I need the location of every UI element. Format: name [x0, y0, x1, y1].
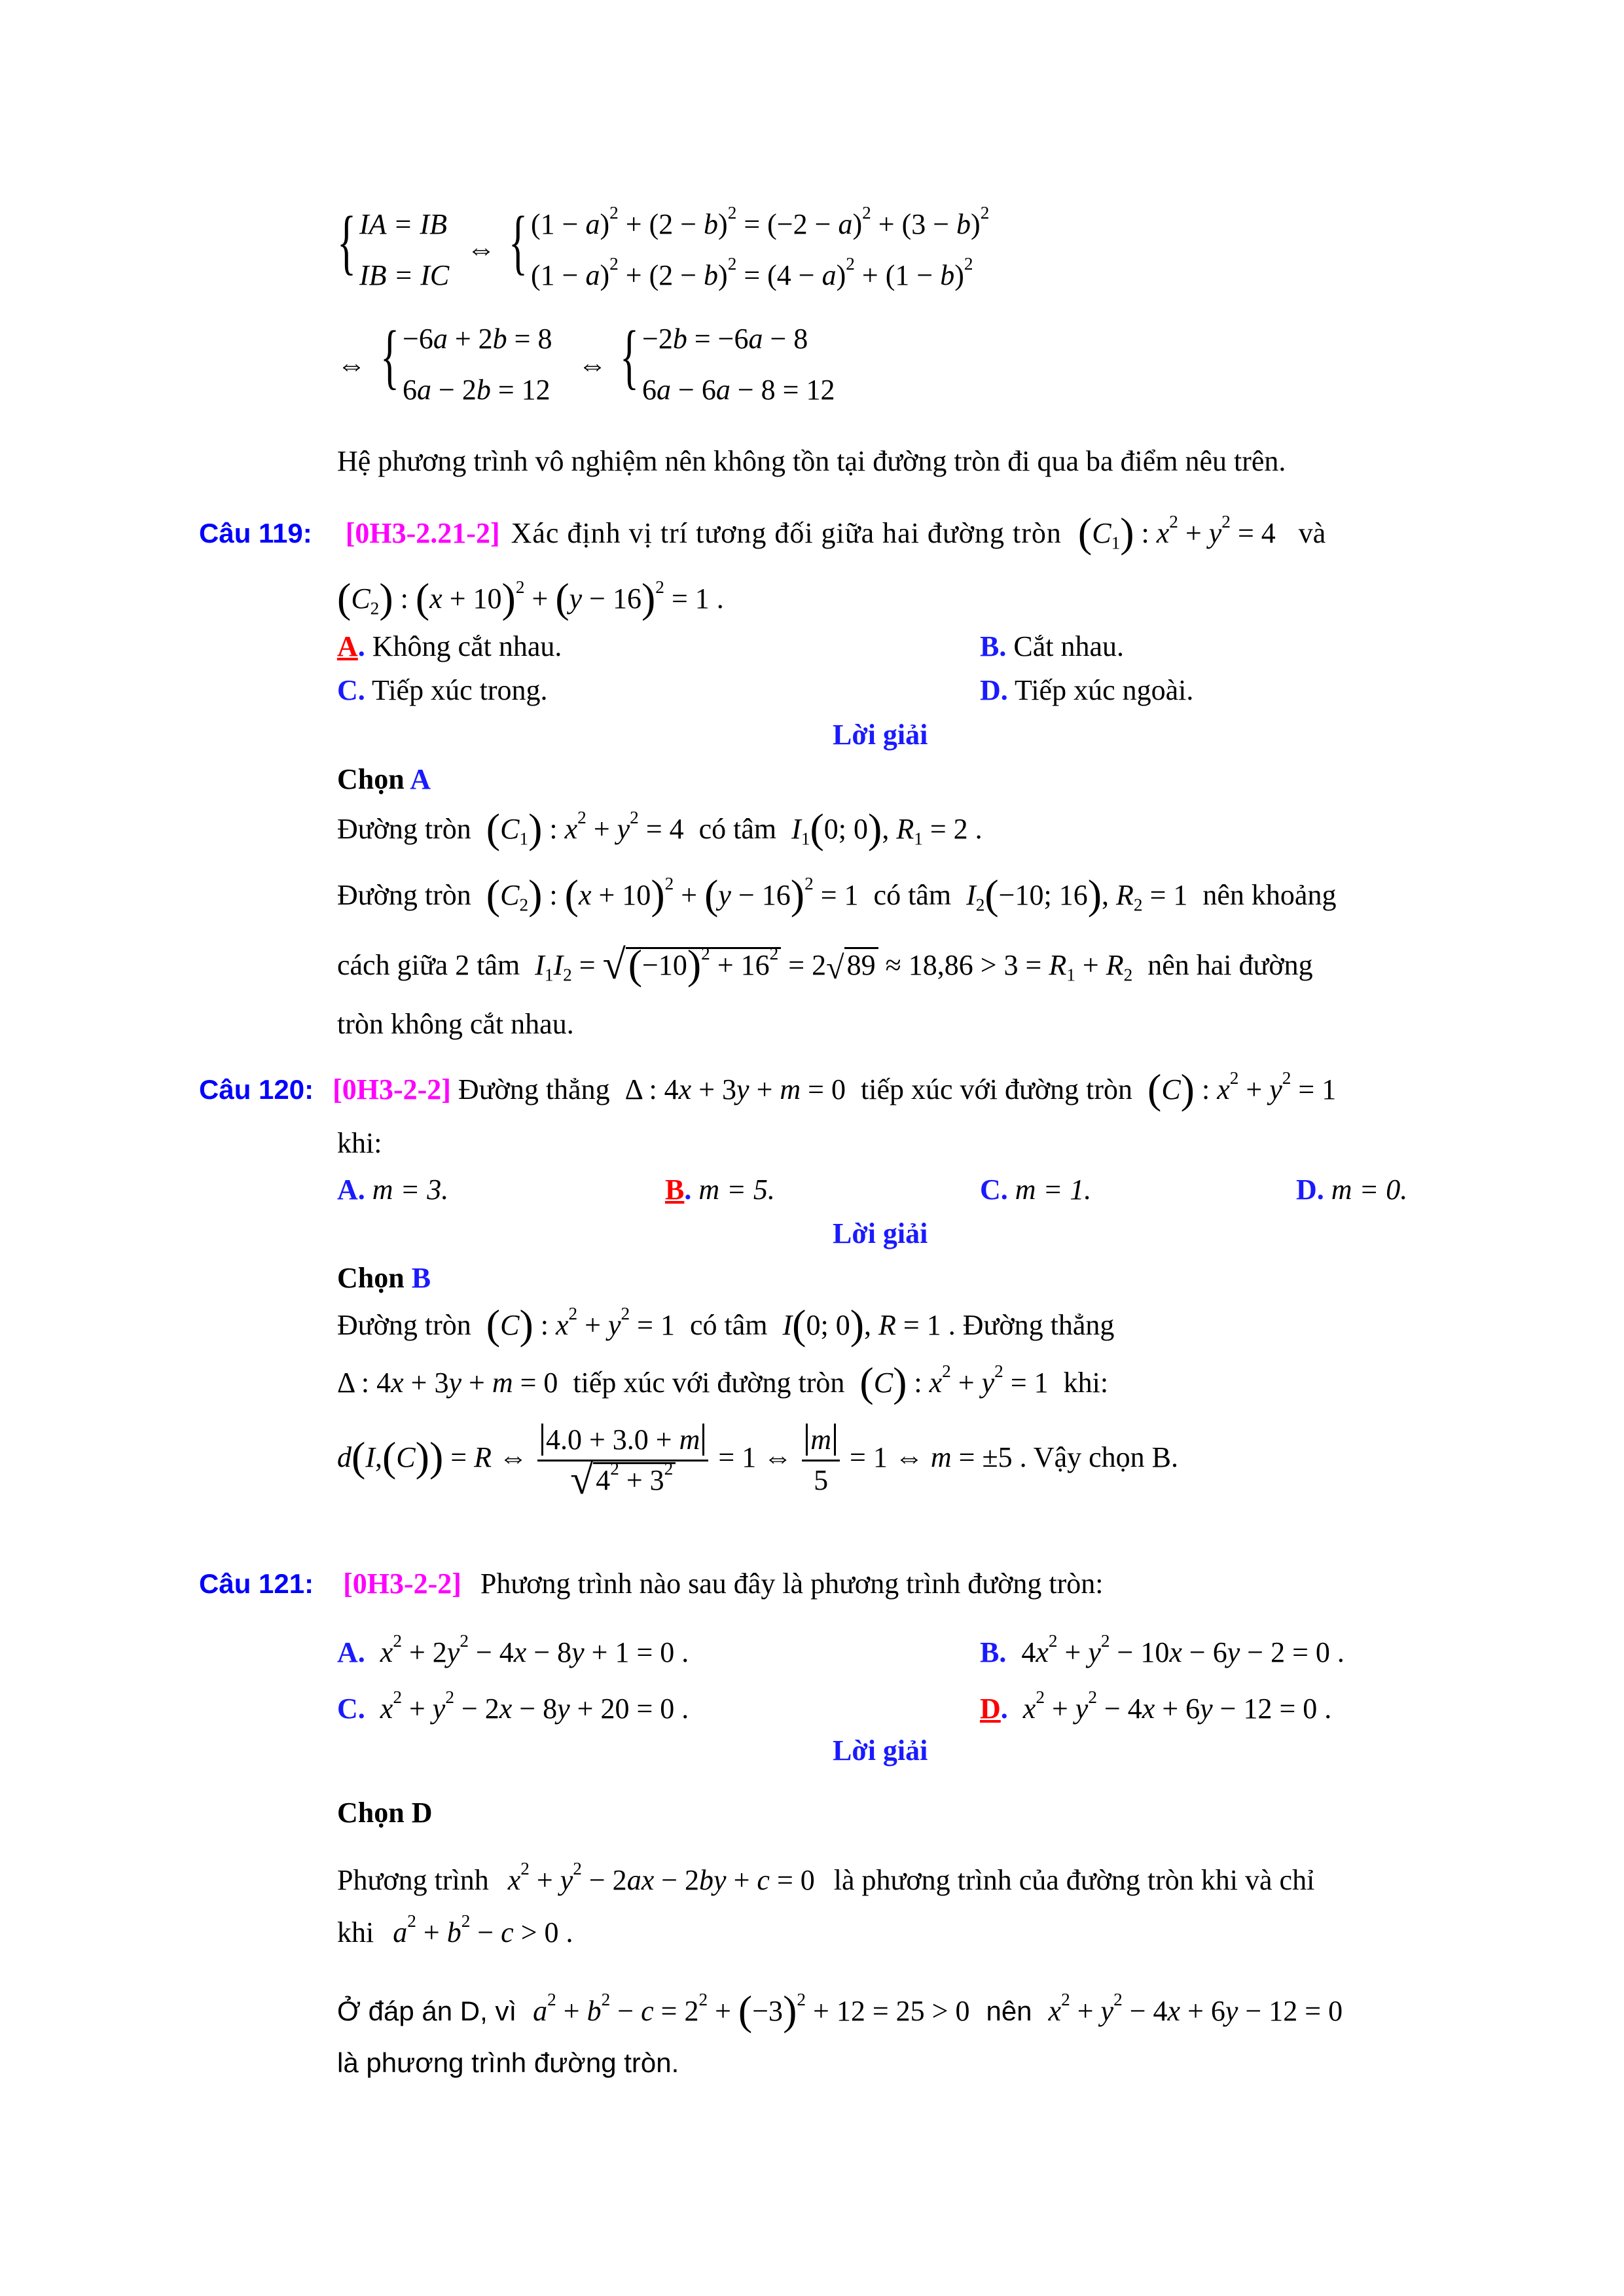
q121-solution-line-3: Ở đáp án D, vì $a^2 + b^2 - c = 2^2 + (-3)^2 + 12 = 25 > 0$ nên $x^2 + y^2 - 4x + 6y - 12 = 0$: [337, 1987, 1343, 2034]
q120-option-c-key: C.: [980, 1174, 1008, 1206]
q120-label: Câu 120:: [199, 1074, 314, 1105]
system-1-line-2: IB = IC: [359, 259, 450, 291]
q119-solution-line-1: Đường tròn $(C_1)$ : $x^2 + y^2 = 4$ có tâm $I_1(0$; 0), $R_1 = 2$ .: [337, 805, 983, 852]
q119-option-b-text: Cắt nhau.: [1013, 630, 1124, 662]
q119-option-b-key: B.: [980, 630, 1007, 662]
q121-option-d-equation: $x^2 + y^2 - 4x + 6y - 12 = 0$ .: [1022, 1687, 1332, 1725]
q120-option-b-text: m = 5.: [698, 1174, 775, 1206]
system-2-rhs-2: 6a − 6a − 8 = 12: [642, 374, 835, 406]
q121-choose: Chọn D: [337, 1797, 433, 1829]
system-1-line-1: IA = IB: [359, 208, 447, 240]
q121-option-a[interactable]: [337, 1630, 689, 1670]
q120-tag: [0H3-2-2]: [333, 1073, 451, 1105]
q119-solution-title: Lời giải: [833, 719, 928, 751]
q120-option-a[interactable]: [337, 1174, 448, 1207]
q121-option-d-key: D: [980, 1693, 1001, 1725]
q119-option-a-key: A: [337, 630, 358, 662]
q120-solution-title: Lời giải: [833, 1217, 928, 1249]
q121-option-b-key: B.: [980, 1636, 1007, 1668]
q120-option-a-text: m = 3.: [372, 1174, 449, 1206]
q120-stem: [199, 1066, 1337, 1112]
equiv-symbol: ⇔: [578, 349, 607, 381]
q120-stem-mid: tiếp xúc với đường tròn: [861, 1073, 1132, 1105]
intro-conclusion: Hệ phương trình vô nghiệm nên không tồn tại đường tròn đi qua ba điểm nêu trên.: [337, 445, 1286, 477]
q121-tag: [0H3-2-2]: [343, 1568, 461, 1600]
q119-option-d-text: Tiếp xúc ngoài.: [1015, 674, 1194, 706]
q121-stem: [199, 1568, 1104, 1601]
system-1-rhs-2: $(1 - a)^2 + (2 - b)^2 = (4 - a)^2 + (1 - b)^2$: [531, 253, 973, 291]
q120-option-c[interactable]: [980, 1174, 1091, 1207]
brace-left: {: [380, 316, 400, 396]
q119-stem: [199, 509, 1326, 556]
q121-solution-line-1: Phương trình $x^2 + y^2 - 2ax - 2by + c = 0$ là phương trình của đường tròn khi và chỉ: [337, 1858, 1315, 1896]
q119-option-b[interactable]: [980, 630, 1124, 664]
q121-option-c-equation: $x^2 + y^2 - 2x - 8y + 20 = 0$ .: [380, 1687, 689, 1725]
q119-stem-text: Xác định vị trí tương đối giữa hai đường tròn: [511, 517, 1062, 549]
q120-option-a-key: A.: [337, 1174, 365, 1206]
brace-right: {: [509, 202, 528, 281]
q119-option-d-key: D.: [980, 674, 1008, 706]
system-2-line-2: 6a − 2b = 12: [403, 374, 550, 406]
q121-option-a-key: A.: [337, 1636, 365, 1668]
q120-stem-end: khi:: [337, 1127, 382, 1159]
q119-option-a[interactable]: A. Không cắt nhau.: [337, 630, 562, 662]
q119-c1-equation: $(C_1)$ : $x^2 + y^2 = 4$: [1077, 509, 1276, 556]
q120-solution-line-3: d(I,(C)) = R ⇔ $\frac{4.0 + 3.0 + m}{√4^2 + 3^2}$ = 1 ⇔ $\frac{m}{5}$ = 1 ⇔ m = ±5 . Vậy chọn B.: [337, 1424, 1178, 1503]
equiv-symbol: ⇔: [337, 349, 366, 381]
q119-solution-line-3: cách giữa 2 tâm $I_1I_2 = √(-10)^2 + 16^2 = 2√89 \approx 18,86 > 3 = R_1 + R_2$ nên hai đường: [337, 941, 1313, 988]
q120-solution-line-1: Đường tròn (C) : $x^2 + y^2 = 1$ có tâm I(0; 0), R = 1 . Đường thẳng: [337, 1301, 1115, 1348]
system-1-rhs-1: $(1 - a)^2 + (2 - b)^2 = (-2 - a)^2 + (3 - b)^2$: [531, 202, 990, 240]
q119-option-c-key: C.: [337, 674, 365, 706]
q119-solution-line-4: tròn không cắt nhau.: [337, 1008, 574, 1040]
q120-option-d[interactable]: [1296, 1174, 1407, 1207]
q121-option-a-equation: $x^2 + 2y^2 - 4x - 8y + 1 = 0$ .: [380, 1630, 689, 1668]
q120-option-d-key: D.: [1296, 1174, 1324, 1206]
q121-solution-line-2: khi $a^2 + b^2 - c > 0$ .: [337, 1910, 573, 1948]
system-2-line-1: −6a + 2b = 8: [403, 323, 552, 355]
q121-label: Câu 121:: [199, 1568, 314, 1599]
q120-option-b[interactable]: B. m = 5.: [665, 1174, 775, 1206]
q119-c2-equation: $(C_2)$ : $(x + 10)^2 + (y - 16)^2 = 1$ .: [337, 575, 724, 621]
q119-option-d[interactable]: [980, 674, 1193, 708]
q121-option-c[interactable]: [337, 1687, 689, 1726]
q119-option-c[interactable]: [337, 674, 548, 708]
equiv-symbol: ⇔: [467, 233, 496, 265]
q120-circle-equation: (C) : $x^2 + y^2 = 1$: [1147, 1066, 1337, 1112]
q119-conj: và: [1298, 517, 1326, 549]
q120-option-b-key: B: [665, 1174, 685, 1206]
q119-option-c-text: Tiếp xúc trong.: [372, 674, 548, 706]
q120-solution-line-2: Δ : 4x + 3y + m = 0 tiếp xúc với đường tròn (C) : $x^2 + y^2 = 1$ khi:: [337, 1359, 1109, 1405]
q120-line-equation: Δ : 4x + 3y + m = 0: [624, 1073, 846, 1105]
brace-right: {: [620, 316, 640, 396]
q121-stem-text: Phương trình nào sau đây là phương trình đường tròn:: [480, 1568, 1104, 1600]
brace-left: {: [337, 202, 357, 281]
q120-option-c-text: m = 1.: [1015, 1174, 1092, 1206]
q121-solution-line-4: là phương trình đường tròn.: [337, 2047, 679, 2078]
q120-option-d-text: m = 0.: [1331, 1174, 1408, 1206]
q119-tag: [0H3-2.21-2]: [345, 517, 500, 549]
q121-option-d[interactable]: D. $x^2 + y^2 - 4x + 6y - 12 = 0$ .: [980, 1687, 1332, 1725]
q119-option-a-text: Không cắt nhau.: [372, 630, 562, 662]
q121-option-b-equation: $4x^2 + y^2 - 10x - 6y - 2 = 0$ .: [1021, 1630, 1344, 1668]
q119-choose: Chọn A: [337, 763, 431, 795]
q119-label: Câu 119:: [199, 518, 312, 548]
q120-choose: Chọn B: [337, 1262, 431, 1294]
q120-stem-pre: Đường thẳng: [458, 1073, 610, 1105]
q121-option-c-key: C.: [337, 1693, 365, 1725]
system-2-rhs-1: −2b = −6a − 8: [642, 323, 808, 355]
q119-solution-line-2: Đường tròn $(C_2)$ : $(x + 10)^2 + (y - 16)^2 = 1$ có tâm $I_2(-10$; 16), $R_2 = 1$ nên khoảng: [337, 871, 1337, 918]
q121-solution-title: Lời giải: [833, 1734, 928, 1767]
q121-option-b[interactable]: [980, 1630, 1344, 1670]
